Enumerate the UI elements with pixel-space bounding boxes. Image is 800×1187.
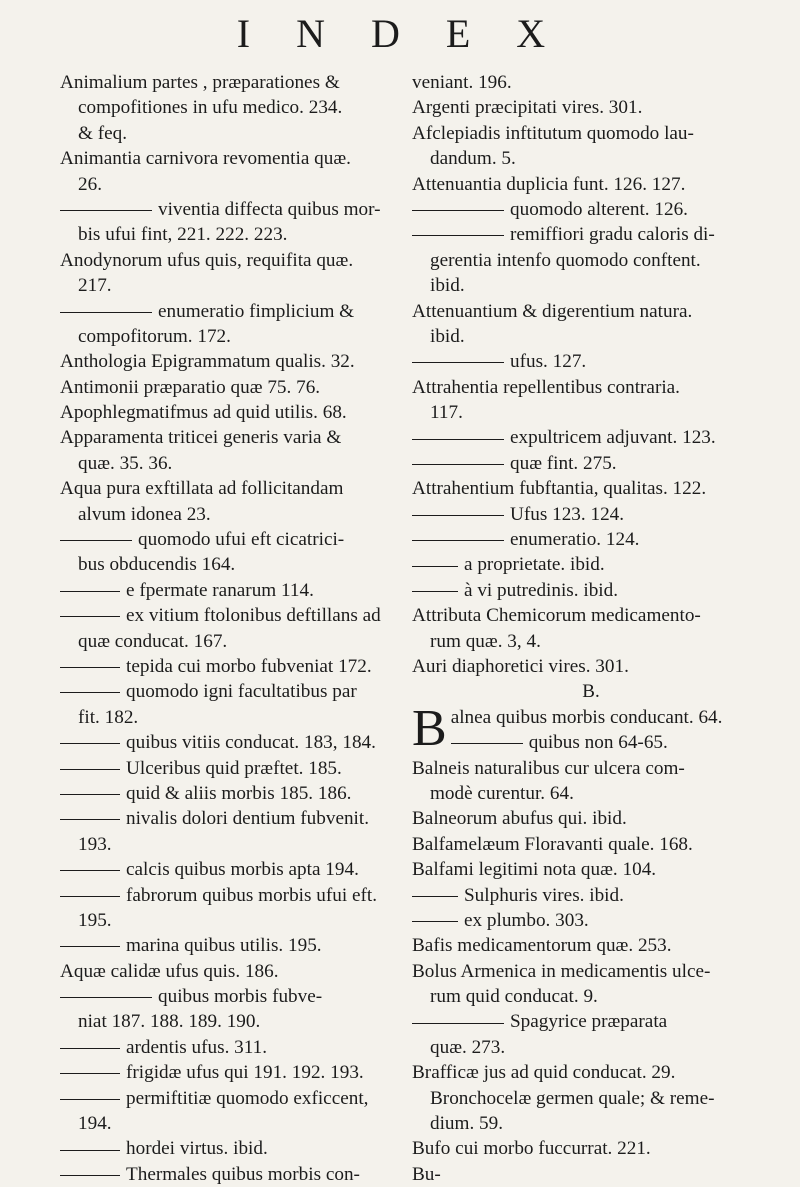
entry-text: nivalis dolori dentium fubvenit. [126, 808, 370, 830]
index-entry [60, 222, 398, 247]
index-entry [60, 832, 398, 857]
entry-text: 117. [430, 402, 463, 424]
entry-text: compofitiones in ufu medico. 234. [78, 97, 343, 119]
ditto-dash [412, 591, 458, 592]
index-entry [60, 273, 398, 298]
entry-text: permiftitiæ quomodo exficcent, [126, 1087, 369, 1109]
index-entry [412, 527, 770, 552]
index-entry [60, 476, 398, 501]
ditto-dash [412, 464, 504, 465]
entry-text: 195. [78, 909, 112, 931]
index-entry [60, 756, 398, 781]
ditto-dash [60, 1099, 120, 1100]
entry-text: Apparamenta triticei generis varia & [60, 427, 342, 449]
index-entry [60, 730, 398, 755]
entry-text: 217. [78, 275, 112, 297]
index-entry [60, 959, 398, 984]
entry-text: Anthologia Epigrammatum qualis. 32. [60, 351, 355, 373]
index-entry [412, 95, 770, 120]
ditto-dash [60, 1150, 120, 1151]
entry-text: quid & aliis morbis 185. 186. [126, 782, 352, 804]
entry-text: quæ. 35. 36. [78, 452, 173, 474]
index-entry [60, 502, 398, 527]
index-entry [412, 1009, 770, 1034]
index-entry [60, 603, 398, 628]
entry-text: Attrahentium fubftantia, qualitas. 122. [412, 478, 707, 500]
index-entry [60, 121, 398, 146]
index-entry [60, 578, 398, 603]
index-entry [60, 1086, 398, 1111]
entry-text: niat 187. 188. 189. 190. [78, 1011, 261, 1033]
ditto-dash [412, 921, 458, 922]
entry-text: 193. [78, 833, 112, 855]
entry-text: ibid. [430, 325, 465, 347]
index-entry [412, 730, 770, 755]
index-entry [60, 781, 398, 806]
entry-text: modè curentur. 64. [430, 782, 574, 804]
index-entry [412, 172, 770, 197]
ditto-dash [412, 235, 504, 236]
ditto-dash [60, 997, 152, 998]
index-entry [412, 578, 770, 603]
entry-text: veniant. 196. [412, 72, 512, 93]
ditto-dash [60, 1073, 120, 1074]
entry-text: alnea quibus morbis conducant. 64. [450, 706, 723, 728]
index-entry [60, 375, 398, 400]
entry-text: 26. [78, 173, 102, 195]
entry-text: quomodo igni facultatibus par [126, 681, 357, 703]
index-entry [60, 527, 398, 552]
index-entry [412, 273, 770, 298]
entry-text: frigidæ ufus qui 191. 192. 193. [126, 1062, 364, 1084]
index-entry [60, 70, 398, 95]
entry-text: ex vitium ftolonibus deftillans ad [126, 605, 381, 627]
entry-text: Balneis naturalibus cur ulcera com- [412, 757, 685, 779]
entry-text: Thermales quibus morbis con- [126, 1163, 360, 1185]
entry-text: Bu- [412, 1163, 441, 1185]
index-entry [412, 146, 770, 171]
index-entry [60, 349, 398, 374]
entry-text: ufus. 127. [510, 351, 587, 373]
index-entry [412, 197, 770, 222]
ditto-dash [60, 1175, 120, 1176]
index-entry [412, 476, 770, 501]
entry-text: quæ fint. 275. [510, 452, 617, 474]
index-entry [60, 1035, 398, 1060]
entry-text: Anodynorum ufus quis, requifita quæ. [60, 249, 354, 271]
entry-text: tepida cui morbo fubveniat 172. [126, 655, 372, 677]
entry-text: enumeratio fimplicium & [158, 300, 355, 322]
index-entry [412, 654, 770, 679]
entry-text: & feq. [78, 122, 128, 144]
ditto-dash [60, 896, 120, 897]
index-entry [412, 857, 770, 882]
entry-text: expultricem adjuvant. 123. [510, 427, 716, 449]
index-entry [412, 933, 770, 958]
entry-text: calcis quibus morbis apta 194. [126, 859, 359, 881]
index-entry [412, 324, 770, 349]
ditto-dash [412, 362, 504, 363]
entry-text: gerentia intenfo quomodo conftent. [430, 249, 701, 271]
index-entry [412, 908, 770, 933]
index-entry [412, 121, 770, 146]
entry-text: dandum. 5. [430, 148, 516, 170]
index-entry [412, 552, 770, 577]
entry-text: rum quid conducat. 9. [430, 986, 598, 1008]
entry-text: Attributa Chemicorum medicamento- [412, 605, 701, 627]
entry-text: fabrorum quibus morbis ufui eft. [126, 884, 377, 906]
index-entry [60, 95, 398, 120]
index-entry [412, 883, 770, 908]
ditto-dash [60, 312, 152, 313]
index-entry [412, 222, 770, 247]
entry-text: bus obducendis 164. [78, 554, 236, 576]
index-entry [60, 679, 398, 704]
entry-text: rum quæ. 3, 4. [430, 630, 541, 652]
index-entry [60, 172, 398, 197]
entry-text: quibus non 64-65. [528, 732, 668, 754]
entry-text: quæ conducat. 167. [78, 630, 228, 652]
index-entry [60, 299, 398, 324]
ditto-dash [412, 439, 504, 440]
index-entry [60, 806, 398, 831]
ditto-dash [60, 210, 152, 211]
entry-text: Animalium partes , præparationes & [60, 72, 340, 93]
entry-text: marina quibus utilis. 195. [126, 935, 322, 957]
index-entry [60, 552, 398, 577]
index-entry [412, 1162, 770, 1187]
index-entry [60, 629, 398, 654]
entry-text: viventia diffecta quibus mor- [158, 198, 381, 220]
ditto-dash [412, 566, 458, 567]
entry-text: Animantia carnivora revomentia quæ. [60, 148, 351, 170]
entry-text: alvum idonea 23. [78, 503, 211, 525]
index-entry [60, 400, 398, 425]
entry-text: e fpermate ranarum 114. [126, 579, 314, 601]
section-letter [412, 679, 770, 704]
index-entry [60, 984, 398, 1009]
index-entry [412, 451, 770, 476]
entry-text: Bolus Armenica in medicamentis ulce- [412, 960, 711, 982]
entry-text: Argenti præcipitati vires. 301. [412, 97, 643, 119]
ditto-dash [60, 870, 120, 871]
entry-text: Bafis medicamentorum quæ. 253. [412, 935, 672, 957]
entry-text: enumeratio. 124. [510, 529, 640, 551]
entry-text: Balneorum abufus qui. ibid. [412, 808, 627, 830]
entry-text: a proprietate. ibid. [464, 554, 605, 576]
index-column-right [412, 70, 770, 1187]
index-entry [60, 1136, 398, 1161]
index-entry [412, 375, 770, 400]
entry-text: Sulphuris vires. ibid. [464, 884, 624, 906]
drop-cap: B [412, 699, 447, 757]
entry-text: ex plumbo. 303. [464, 909, 589, 931]
entry-text: B. [582, 681, 600, 703]
entry-text: fit. 182. [78, 706, 139, 728]
index-entry [60, 146, 398, 171]
index-entry [60, 1009, 398, 1034]
index-entry [412, 781, 770, 806]
ditto-dash [412, 896, 458, 897]
page-title: I N D E X [236, 11, 564, 56]
entry-text: remiffiori gradu caloris di- [510, 224, 715, 246]
entry-text: bis ufui fint, 221. 222. 223. [78, 224, 288, 246]
entry-text: Aqua pura exftillata ad follicitandam [60, 478, 344, 500]
ditto-dash [412, 1023, 504, 1024]
ditto-dash [60, 540, 132, 541]
index-entry [60, 857, 398, 882]
entry-text: quomodo ufui eft cicatrici- [138, 529, 345, 551]
ditto-dash [60, 692, 120, 693]
index-entry [412, 1111, 770, 1136]
index-entry [412, 248, 770, 273]
entry-text: Ufus 123. 124. [510, 503, 625, 525]
entry-text: Balfamelæum Floravanti quale. 168. [412, 833, 693, 855]
ditto-dash [60, 946, 120, 947]
index-entry [412, 1035, 770, 1060]
entry-text: compofitorum. 172. [78, 325, 231, 347]
index-entry [60, 883, 398, 908]
entry-text: Bufo cui morbo fuccurrat. 221. [412, 1138, 651, 1160]
index-entry [412, 629, 770, 654]
entry-text: Afclepiadis inftitutum quomodo lau- [412, 122, 694, 144]
index-entry [412, 603, 770, 628]
entry-text: Auri diaphoretici vires. 301. [412, 655, 629, 677]
entry-text: Spagyrice præparata [510, 1011, 668, 1033]
index-entry [412, 984, 770, 1009]
index-entry [60, 1111, 398, 1136]
index-entry [412, 1060, 770, 1085]
ditto-dash [412, 515, 504, 516]
entry-text: dium. 59. [430, 1113, 504, 1135]
index-entry [60, 248, 398, 273]
index-entry [412, 299, 770, 324]
entry-text: Brafficæ jus ad quid conducat. 29. [412, 1062, 676, 1084]
entry-text: quæ. 273. [430, 1036, 506, 1058]
ditto-dash [60, 616, 120, 617]
index-column-left [60, 70, 398, 1187]
index-entry [60, 324, 398, 349]
index-entry [60, 425, 398, 450]
ditto-dash [451, 743, 523, 744]
index-entry [412, 425, 770, 450]
ditto-dash [60, 769, 120, 770]
ditto-dash [60, 794, 120, 795]
index-entry [60, 1060, 398, 1085]
index-entry [60, 197, 398, 222]
index-entry [412, 502, 770, 527]
entry-text: ibid. [430, 275, 465, 297]
ditto-dash [60, 743, 120, 744]
index-entry [412, 806, 770, 831]
entry-text: quibus vitiis conducat. 183, 184. [126, 732, 376, 754]
entry-text: Aquæ calidæ ufus quis. 186. [60, 960, 279, 982]
index-entry [60, 908, 398, 933]
entry-text: Ulceribus quid præftet. 185. [126, 757, 342, 779]
index-entry [60, 705, 398, 730]
index-entry [412, 832, 770, 857]
entry-text: Balfami legitimi nota quæ. 104. [412, 859, 657, 881]
index-entry [412, 756, 770, 781]
index-entry [412, 70, 770, 95]
entry-text: Attenuantia duplicia funt. 126. 127. [412, 173, 686, 195]
entry-text: hordei virtus. ibid. [126, 1138, 268, 1160]
index-entry [412, 959, 770, 984]
ditto-dash [60, 1048, 120, 1049]
entry-text: quomodo alterent. 126. [510, 198, 688, 220]
index-entry [412, 400, 770, 425]
entry-text: à vi putredinis. ibid. [464, 579, 619, 601]
entry-text: Bronchocelæ germen quale; & reme- [430, 1087, 715, 1109]
index-entry [60, 933, 398, 958]
entry-text: quibus morbis fubve- [158, 986, 323, 1008]
entry-text: Attenuantium & digerentium natura. [412, 300, 693, 322]
entry-text: Apophlegmatifmus ad quid utilis. 68. [60, 402, 347, 424]
entry-text: 194. [78, 1113, 112, 1135]
index-entry [60, 1162, 398, 1187]
entry-text: ardentis ufus. 311. [126, 1036, 268, 1058]
index-entry [60, 451, 398, 476]
ditto-dash [60, 667, 120, 668]
ditto-dash [412, 210, 504, 211]
index-entry [412, 1136, 770, 1161]
ditto-dash [60, 591, 120, 592]
entry-text: Antimonii præparatio quæ 75. 76. [60, 376, 321, 398]
index-entry [412, 349, 770, 374]
ditto-dash [60, 819, 120, 820]
index-entry [60, 654, 398, 679]
index-entry [412, 1086, 770, 1111]
entry-text: Attrahentia repellentibus contraria. [412, 376, 680, 398]
ditto-dash [412, 540, 504, 541]
